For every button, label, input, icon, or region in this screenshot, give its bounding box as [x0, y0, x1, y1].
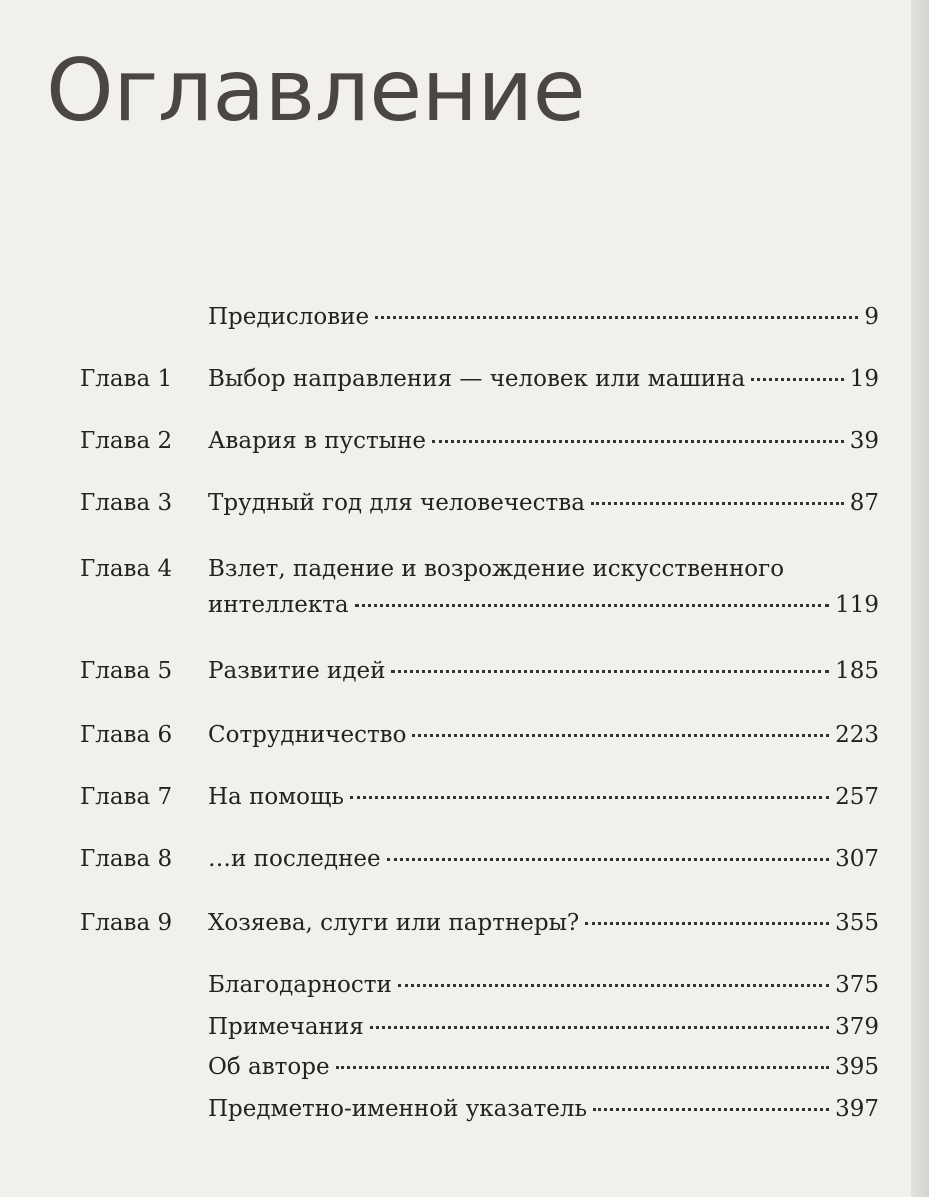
toc-entry-title: Хозяева, слуги или партнеры? [208, 910, 580, 936]
dot-leader [370, 1026, 829, 1029]
toc-page-number: 375 [835, 972, 879, 998]
toc-page-number: 355 [835, 910, 879, 936]
toc-page-number: 257 [835, 784, 879, 810]
toc-page-number: 9 [864, 304, 879, 330]
toc-chapter-label: Глава 9 [80, 910, 173, 936]
toc-entry-title: Развитие идей [208, 658, 386, 684]
toc-page-number: 119 [835, 592, 879, 618]
toc-entry-title: Предисловие [208, 304, 370, 330]
toc-chapter-label: Глава 2 [80, 428, 173, 454]
dot-leader [585, 922, 829, 925]
toc-page-number: 395 [835, 1054, 879, 1080]
toc-chapter-label: Глава 4 [80, 556, 173, 582]
toc-entry-title: Выбор направления — человек или машина [208, 366, 746, 392]
dot-leader [391, 670, 829, 673]
toc-chapter-label: Глава 1 [80, 366, 173, 392]
toc-entry-title: Авария в пустыне [208, 428, 426, 454]
dot-leader [751, 378, 844, 381]
toc-chapter-label: Глава 3 [80, 490, 173, 516]
toc-entry-title: На помощь [208, 784, 344, 810]
toc-page-number: 397 [835, 1096, 879, 1122]
dot-leader [387, 858, 829, 861]
toc-chapter-label: Глава 8 [80, 846, 173, 872]
dot-leader [593, 1108, 829, 1111]
toc-page-number: 379 [835, 1014, 879, 1040]
toc-entry-title: Предметно-именной указатель [208, 1096, 588, 1122]
dot-leader [355, 604, 829, 607]
dot-leader [350, 796, 829, 799]
toc-page-number: 87 [849, 490, 879, 516]
dot-leader [375, 316, 858, 319]
toc-page-number: 39 [849, 428, 879, 454]
toc-entry-chapter-4 [0, 552, 929, 624]
toc-page-number: 19 [849, 366, 879, 392]
page-title: Оглавление [46, 41, 586, 141]
toc-page-number: 307 [835, 846, 879, 872]
toc-chapter-label: Глава 7 [80, 784, 173, 810]
toc-entry-title: …и последнее [208, 846, 381, 872]
dot-leader [432, 440, 844, 443]
toc-entry-title: Об авторе [208, 1054, 330, 1080]
toc-page-number: 185 [835, 658, 879, 684]
toc-entry-title: Примечания [208, 1014, 364, 1040]
toc-entry-title: Трудный год для человечества [208, 490, 585, 516]
toc-entry-title-line2: интеллекта [208, 592, 349, 618]
dot-leader [336, 1066, 830, 1069]
toc-entry-title: Сотрудничество [208, 722, 407, 748]
dot-leader [591, 502, 844, 505]
toc-page-number: 223 [835, 722, 879, 748]
toc-chapter-label: Глава 5 [80, 658, 173, 684]
dot-leader [398, 984, 829, 987]
toc-chapter-label: Глава 6 [80, 722, 173, 748]
dot-leader [412, 734, 829, 737]
toc-entry-title: Благодарности [208, 972, 392, 998]
toc-entry-title-line1: Взлет, падение и возрождение искусственного [208, 556, 785, 582]
